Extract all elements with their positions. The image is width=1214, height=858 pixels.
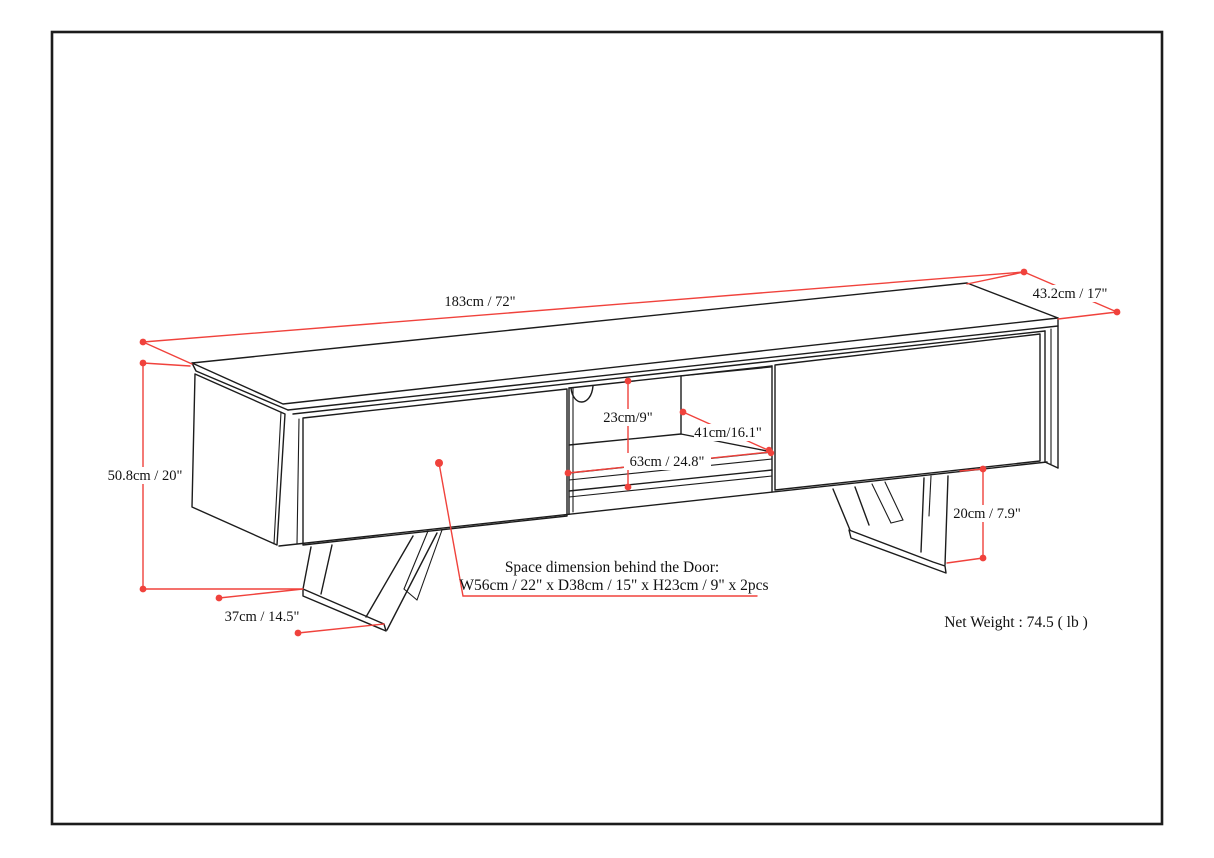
left-side-panel bbox=[192, 374, 285, 545]
door-space-note-line1: Space dimension behind the Door: bbox=[504, 559, 720, 576]
left-door bbox=[297, 389, 567, 545]
label-leg-base-depth: 37cm / 14.5" bbox=[224, 609, 300, 625]
net-weight-note: Net Weight : 74.5 ( lb ) bbox=[944, 614, 1088, 631]
door-space-note-line2: W56cm / 22" x D38cm / 15" x H23cm / 9" x 2pcs bbox=[459, 577, 769, 594]
label-opening-width: 63cm / 24.8" bbox=[629, 454, 705, 470]
label-overall-depth: 43.2cm / 17" bbox=[1032, 286, 1108, 302]
drawing-border bbox=[52, 32, 1162, 824]
carcass-front bbox=[279, 331, 1047, 546]
label-interior-depth: 41cm/16.1" bbox=[694, 425, 762, 441]
label-overall-height: 50.8cm / 20" bbox=[107, 468, 183, 484]
label-opening-height: 23cm/9" bbox=[603, 410, 653, 426]
notes bbox=[459, 559, 1087, 631]
label-leg-height: 20cm / 7.9" bbox=[953, 506, 1021, 522]
dim-overall-width bbox=[140, 269, 1028, 364]
leg-front-left bbox=[303, 533, 437, 631]
cable-hole bbox=[571, 386, 593, 402]
right-side-panel bbox=[1045, 326, 1058, 468]
label-overall-width: 183cm / 72" bbox=[444, 294, 516, 310]
